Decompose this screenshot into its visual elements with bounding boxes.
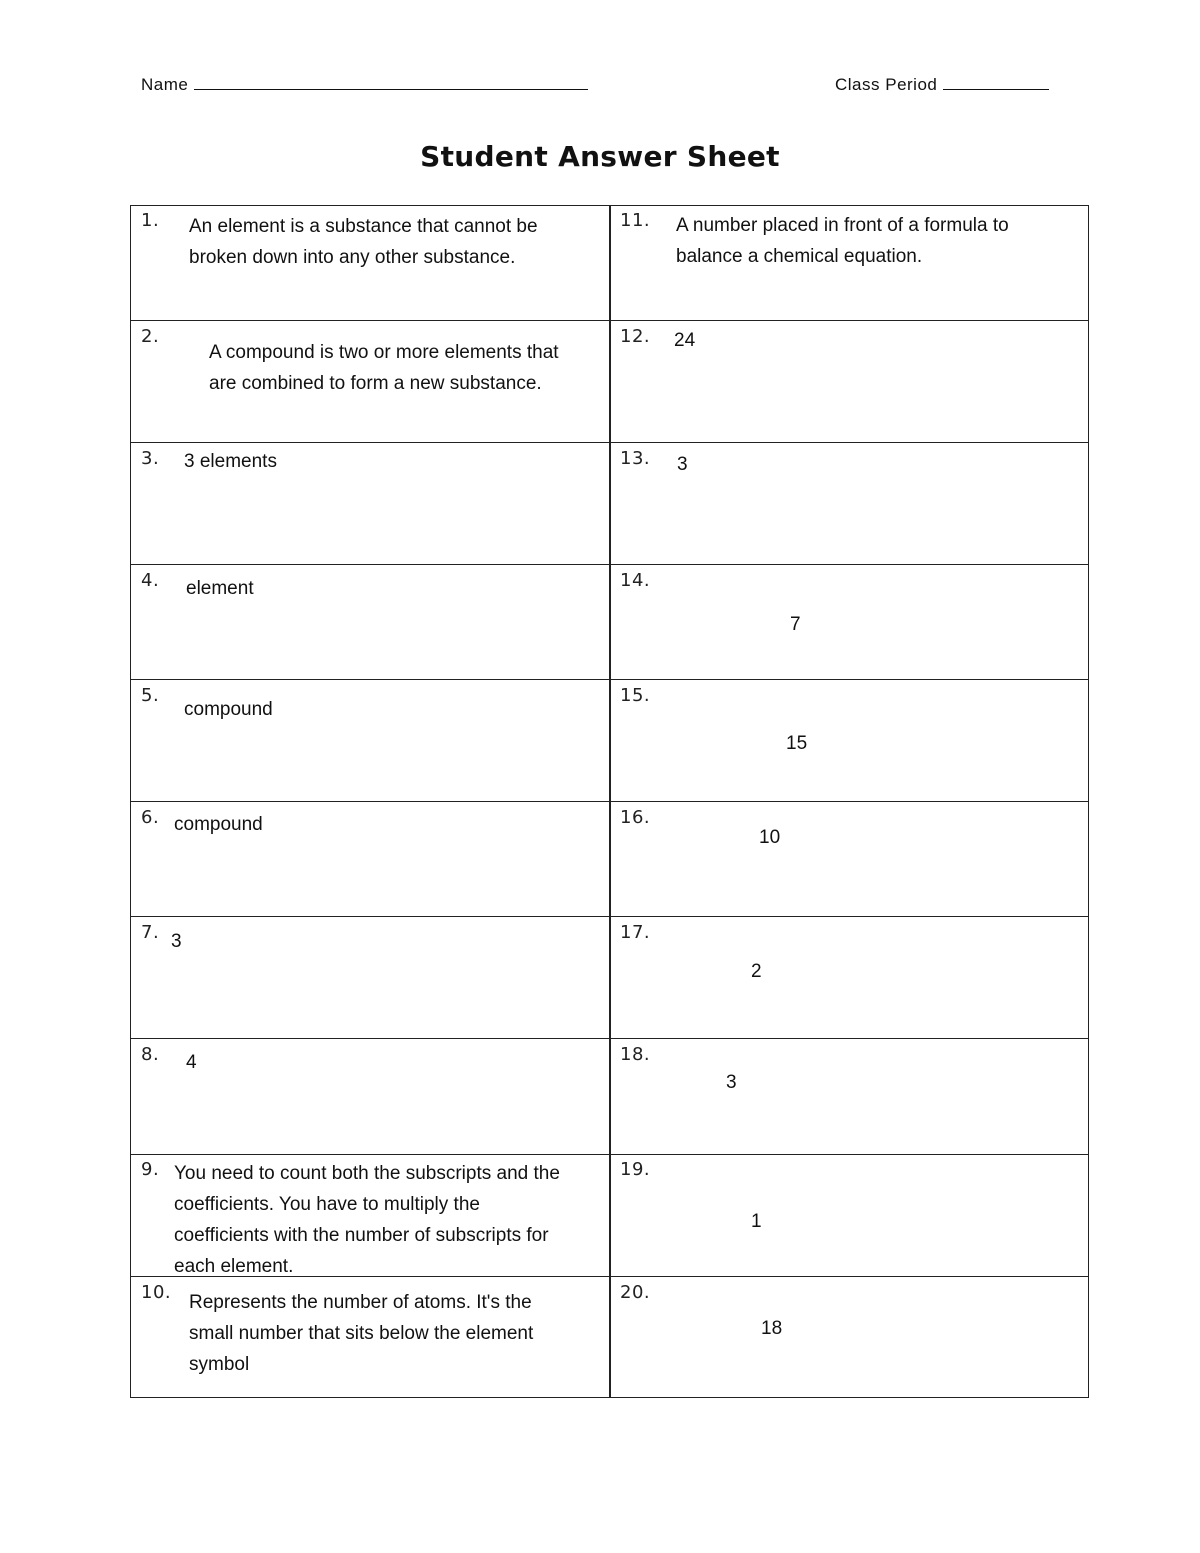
row-divider [131,442,1088,443]
question-number: 19. [620,1159,651,1180]
answer-text[interactable]: compound [174,814,263,835]
answer-text[interactable]: You need to count both the subscripts and the coefficients. You have to multiply the coefficients with the number of subscripts for each element. [174,1163,560,1277]
class-period-field [835,72,1049,95]
row-divider [131,1154,1088,1155]
row-divider [131,1038,1088,1039]
question-number: 15. [620,685,651,706]
question-number: 4. [141,570,160,591]
answer-text[interactable]: An element is a substance that cannot be broken down into any other substance. [189,216,538,268]
row-divider [131,564,1088,565]
question-number: 10. [141,1282,172,1303]
question-number: 1. [141,210,160,231]
answer-text[interactable]: element [186,578,254,599]
row-divider [131,320,1088,321]
answer-text[interactable]: compound [184,699,273,720]
answer-text[interactable]: 18 [761,1318,783,1339]
answer-text[interactable]: 1 [751,1211,762,1232]
answer-table [130,205,1089,1398]
name-field [141,72,588,95]
question-number: 16. [620,807,651,828]
answer-text[interactable]: A number placed in front of a formula to balance a chemical equation. [676,215,1009,267]
answer-text[interactable]: 3 [677,454,688,475]
question-number: 20. [620,1282,651,1303]
class-period-blank-line[interactable] [943,72,1049,90]
answer-text[interactable]: 3 [726,1072,737,1093]
name-label: Name [141,75,189,94]
answer-text[interactable]: 4 [186,1052,197,1073]
name-blank-line[interactable] [194,72,588,90]
question-number: 11. [620,210,651,231]
question-number: 2. [141,326,160,347]
question-number: 8. [141,1044,160,1065]
answer-text[interactable]: 24 [674,330,696,351]
page-title: Student Answer Sheet [420,140,780,173]
question-number: 7. [141,922,160,943]
answer-text[interactable]: 15 [786,733,808,754]
answer-text[interactable]: 7 [790,614,801,635]
row-divider [131,801,1088,802]
question-number: 3. [141,448,160,469]
answer-text[interactable]: 3 elements [184,451,277,472]
row-divider [131,916,1088,917]
question-number: 14. [620,570,651,591]
question-number: 13. [620,448,651,469]
row-divider [131,679,1088,680]
question-number: 6. [141,807,160,828]
class-period-label: Class Period [835,75,938,94]
question-number: 12. [620,326,651,347]
answer-text[interactable]: 10 [759,827,781,848]
question-number: 9. [141,1159,160,1180]
answer-text[interactable]: 2 [751,961,762,982]
answer-text[interactable]: Represents the number of atoms. It's the small number that sits below the element symbol [189,1292,534,1375]
answer-text[interactable]: 3 [171,931,182,952]
answer-text[interactable]: A compound is two or more elements that are combined to form a new substance. [209,342,559,394]
question-number: 18. [620,1044,651,1065]
question-number: 5. [141,685,160,706]
question-number: 17. [620,922,651,943]
